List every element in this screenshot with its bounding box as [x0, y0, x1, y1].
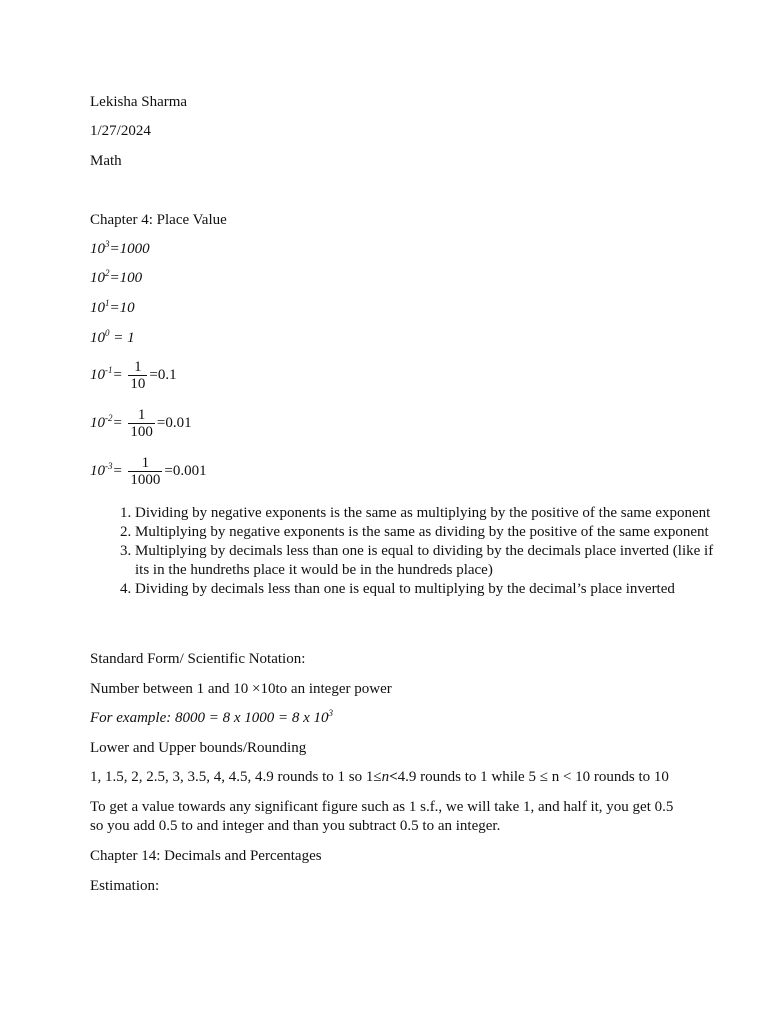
denominator: 1000	[130, 472, 161, 488]
fraction-10-neg2	[90, 407, 192, 440]
fraction-10-neg3	[90, 455, 207, 488]
power-10-1	[90, 299, 135, 317]
power-exponent: 2	[105, 268, 110, 278]
times-ten: ×10	[252, 681, 276, 697]
power-result: = 1	[109, 330, 135, 346]
list-item: 3. Multiplying by decimals less than one is equal to dividing by the decimals place inverted (like if its in the hundreths place it would be in the hundreds place)	[135, 542, 725, 580]
date-line: 1/27/2024	[90, 123, 151, 139]
standard-form-heading: Standard Form/ Scientific Notation:	[90, 651, 306, 667]
power-exponent: 0	[105, 328, 110, 338]
fraction	[128, 359, 147, 392]
bounds-text-end: 4.9 rounds to 1 while 5 ≤ n < 10 rounds to 10	[397, 769, 669, 785]
fraction-result: =0.1	[149, 367, 177, 383]
standard-form-rule	[90, 680, 392, 698]
exponent-notes-list	[90, 504, 725, 599]
power-10-3	[90, 240, 150, 258]
list-item: 1. Dividing by negative exponents is the same as multiplying by the positive of the same exponent	[135, 504, 725, 523]
example-exponent: 3	[328, 708, 334, 718]
bounds-text: 1, 1.5, 2, 2.5, 3, 3.5, 4, 4.5, 4.9 rounds to 1 so 1	[90, 769, 374, 785]
power-10-0	[90, 329, 135, 347]
example-text: For example: 8000 = 8 x 1000 = 8 x 10	[90, 710, 329, 726]
power-result: =1000	[109, 241, 150, 257]
subject-line: Math	[90, 153, 122, 169]
power-exponent: 1	[105, 298, 110, 308]
power-10-2	[90, 269, 142, 287]
lt-symbol: <	[389, 769, 398, 785]
chapter4-title: Chapter 4: Place Value	[90, 212, 227, 228]
list-item: 2. Multiplying by negative exponents is the same as dividing by the positive of the same exponent	[135, 523, 725, 542]
fraction-exponent: -1	[105, 365, 113, 375]
rule-text-end: to an integer power	[275, 681, 392, 697]
fraction-result: =0.01	[156, 415, 192, 431]
fraction-10-neg1	[90, 359, 177, 392]
significant-figure-paragraph: To get a value towards any significant figure such as 1 s.f., we will take 1, and half it, you get 0.5 so you add 0.5 to and integer and than you subtract 0.5 to an integer.	[90, 799, 674, 834]
variable-n: n	[381, 769, 390, 785]
author-name: Lekisha Sharma	[90, 94, 188, 110]
fraction-equals: =	[112, 367, 123, 383]
fraction	[128, 455, 162, 488]
standard-form-example	[90, 709, 333, 727]
fraction-equals: =	[112, 415, 123, 431]
fraction-base: 10	[90, 415, 105, 431]
power-base: 10	[90, 241, 105, 257]
list-item: 4. Dividing by decimals less than one is equal to multiplying by the decimal’s place inverted	[135, 580, 725, 599]
power-exponent: 3	[105, 239, 110, 249]
fraction-result: =0.001	[164, 463, 207, 479]
bounds-line	[90, 768, 669, 786]
fraction	[128, 407, 155, 440]
fraction-exponent: -2	[105, 413, 113, 423]
power-result: =100	[109, 270, 143, 286]
power-base: 10	[90, 300, 105, 316]
numerator: 1	[128, 359, 147, 376]
fraction-base: 10	[90, 463, 105, 479]
rule-text: Number between 1 and 10	[90, 681, 253, 697]
leq-symbol: ≤	[373, 769, 382, 785]
power-result: =10	[109, 300, 135, 316]
denominator: 100	[130, 424, 153, 440]
fraction-equals: =	[112, 463, 123, 479]
bounds-heading: Lower and Upper bounds/Rounding	[90, 740, 307, 756]
denominator: 10	[130, 376, 146, 392]
numerator: 1	[128, 455, 162, 472]
fraction-exponent: -3	[105, 461, 113, 471]
fraction-base: 10	[90, 367, 105, 383]
chapter14-title: Chapter 14: Decimals and Percentages	[90, 848, 322, 864]
power-base: 10	[90, 270, 105, 286]
power-base: 10	[90, 330, 105, 346]
numerator: 1	[128, 407, 155, 424]
estimation-heading: Estimation:	[90, 878, 160, 894]
